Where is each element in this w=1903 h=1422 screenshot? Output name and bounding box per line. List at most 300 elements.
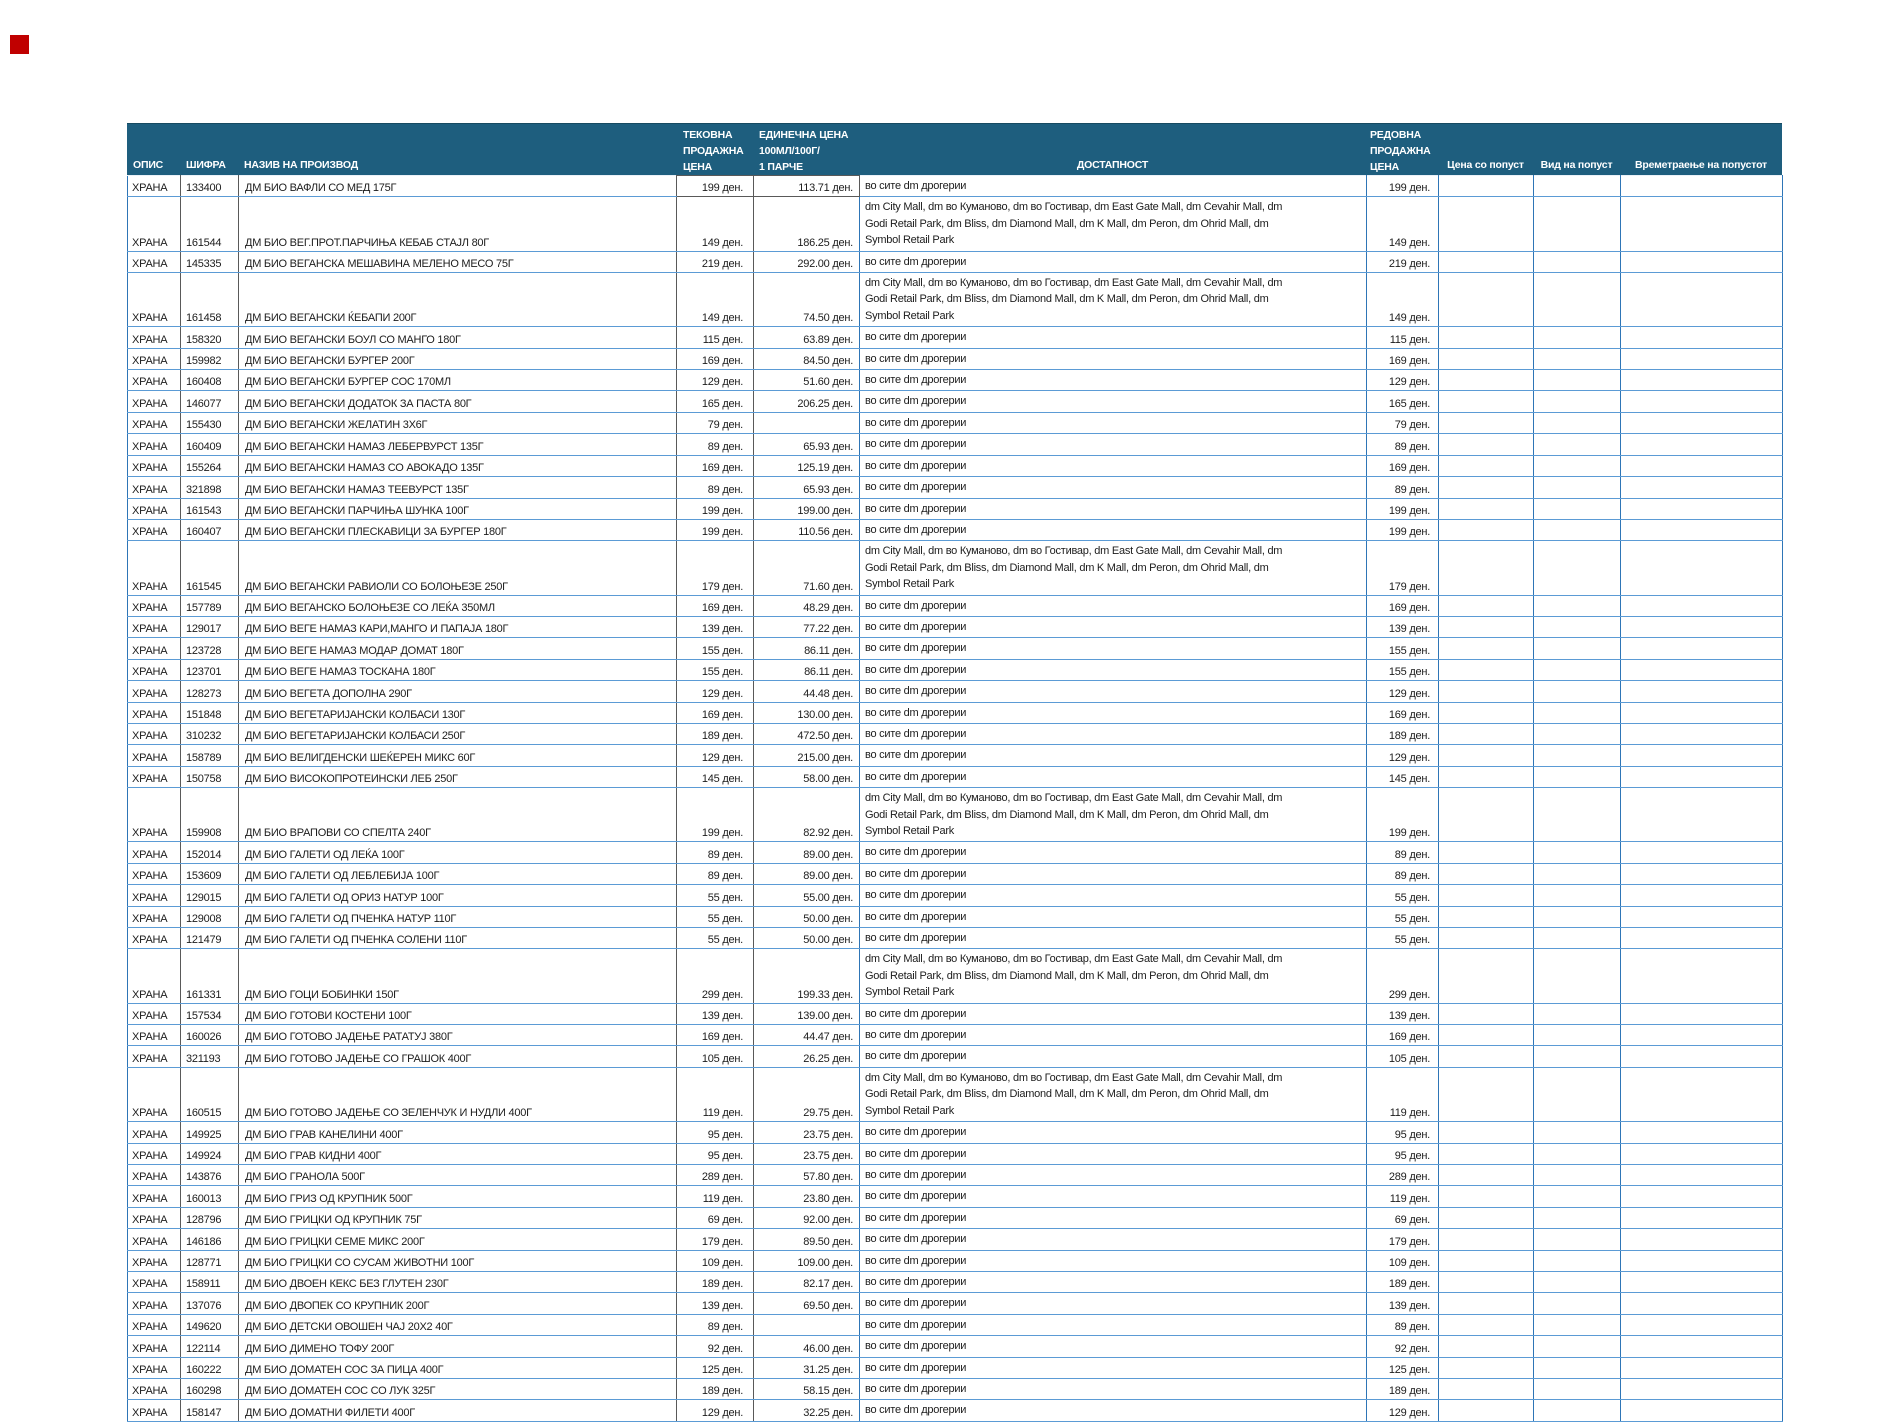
table-row (128, 1336, 1783, 1357)
cell-opis: ХРАНА (128, 659, 181, 680)
cell-current-price: 55 ден. (677, 885, 754, 906)
cell-discount-type (1534, 1003, 1621, 1024)
cell-discount-price (1439, 1271, 1534, 1292)
cell-discount-type (1534, 412, 1621, 433)
cell-unit-price: 58.00 ден. (754, 766, 860, 787)
cell-name: ДМ БИО ГАЛЕТИ ОД ПЧЕНКА СОЛЕНИ 110Г (239, 928, 677, 949)
cell-discount-duration (1621, 616, 1783, 637)
cell-code: 158147 (181, 1400, 239, 1421)
cell-unit-price: 82.92 ден. (754, 788, 860, 842)
cell-regular-price: 199 ден. (1367, 788, 1439, 842)
cell-discount-duration (1621, 659, 1783, 680)
cell-unit-price: 55.00 ден. (754, 885, 860, 906)
cell-regular-price: 169 ден. (1367, 702, 1439, 723)
cell-discount-duration (1621, 176, 1783, 197)
table-row (128, 434, 1783, 455)
cell-name: ДМ БИО ДОМАТЕН СОС ЗА ПИЦА 400Г (239, 1357, 677, 1378)
cell-name: ДМ БИО ВЕГЕТАРИЈАНСКИ КОЛБАСИ 250Г (239, 723, 677, 744)
cell-current-price: 125 ден. (677, 1357, 754, 1378)
cell-availability: во сите dm дрогерии (860, 1025, 1367, 1046)
cell-opis: ХРАНА (128, 949, 181, 1003)
cell-code: 145335 (181, 251, 239, 272)
cell-current-price: 169 ден. (677, 348, 754, 369)
cell-discount-type (1534, 1378, 1621, 1399)
cell-discount-duration (1621, 1336, 1783, 1357)
cell-regular-price: 169 ден. (1367, 348, 1439, 369)
table-row (128, 455, 1783, 476)
cell-discount-type (1534, 1122, 1621, 1143)
table-row (128, 1250, 1783, 1271)
cell-discount-price (1439, 723, 1534, 744)
cell-discount-price (1439, 788, 1534, 842)
cell-discount-price (1439, 1003, 1534, 1024)
cell-discount-price (1439, 1400, 1534, 1421)
table-row (128, 1400, 1783, 1421)
cell-current-price: 199 ден. (677, 176, 754, 197)
cell-discount-type (1534, 885, 1621, 906)
cell-discount-duration (1621, 412, 1783, 433)
cell-discount-duration (1621, 1122, 1783, 1143)
cell-opis: ХРАНА (128, 1336, 181, 1357)
cell-discount-price (1439, 176, 1534, 197)
cell-opis: ХРАНА (128, 327, 181, 348)
cell-discount-type (1534, 1400, 1621, 1421)
table-row (128, 885, 1783, 906)
cell-opis: ХРАНА (128, 370, 181, 391)
cell-unit-price: 26.25 ден. (754, 1046, 860, 1067)
cell-current-price: 129 ден. (677, 681, 754, 702)
cell-discount-duration (1621, 327, 1783, 348)
cell-discount-price (1439, 1378, 1534, 1399)
cell-code: 321898 (181, 477, 239, 498)
cell-code: 149924 (181, 1143, 239, 1164)
cell-opis: ХРАНА (128, 391, 181, 412)
cell-current-price: 169 ден. (677, 455, 754, 476)
cell-code: 123728 (181, 638, 239, 659)
cell-opis: ХРАНА (128, 519, 181, 540)
cell-name: ДМ БИО ВЕГАНСКИ БУРГЕР 200Г (239, 348, 677, 369)
cell-discount-duration (1621, 370, 1783, 391)
cell-name: ДМ БИО ВЕГАНСКИ ПАРЧИЊА ШУНКА 100Г (239, 498, 677, 519)
table-row (128, 863, 1783, 884)
cell-regular-price: 149 ден. (1367, 197, 1439, 251)
cell-name: ДМ БИО ГРАНОЛА 500Г (239, 1164, 677, 1185)
cell-current-price: 55 ден. (677, 906, 754, 927)
cell-discount-duration (1621, 1400, 1783, 1421)
cell-discount-price (1439, 616, 1534, 637)
cell-availability: во сите dm дрогерии (860, 327, 1367, 348)
table-row (128, 541, 1783, 595)
table-row (128, 1207, 1783, 1228)
cell-name: ДМ БИО ВЕГЕ НАМАЗ МОДАР ДОМАТ 180Г (239, 638, 677, 659)
cell-name: ДМ БИО ВЕГАНСКА МЕШАВИНА МЕЛЕНО МЕСО 75Г (239, 251, 677, 272)
cell-unit-price: 199.00 ден. (754, 498, 860, 519)
cell-regular-price: 179 ден. (1367, 1229, 1439, 1250)
cell-discount-price (1439, 327, 1534, 348)
cell-code: 159982 (181, 348, 239, 369)
cell-discount-type (1534, 766, 1621, 787)
cell-name: ДМ БИО ДОМАТНИ ФИЛЕТИ 400Г (239, 1400, 677, 1421)
cell-availability: во сите dm дрогерии (860, 1336, 1367, 1357)
cell-name: ДМ БИО ДИМЕНО ТОФУ 200Г (239, 1336, 677, 1357)
cell-name: ДМ БИО ГРАВ КАНЕЛИНИ 400Г (239, 1122, 677, 1143)
cell-discount-price (1439, 541, 1534, 595)
cell-current-price: 289 ден. (677, 1164, 754, 1185)
cell-regular-price: 165 ден. (1367, 391, 1439, 412)
cell-unit-price: 89.00 ден. (754, 842, 860, 863)
cell-unit-price: 69.50 ден. (754, 1293, 860, 1314)
cell-discount-duration (1621, 197, 1783, 251)
table-row (128, 1293, 1783, 1314)
cell-discount-type (1534, 1271, 1621, 1292)
cell-code: 161331 (181, 949, 239, 1003)
cell-discount-type (1534, 541, 1621, 595)
cell-regular-price: 55 ден. (1367, 928, 1439, 949)
table-header (127, 123, 1782, 175)
cell-unit-price: 110.56 ден. (754, 519, 860, 540)
cell-availability: во сите dm дрогерии (860, 906, 1367, 927)
cell-current-price: 79 ден. (677, 412, 754, 433)
cell-opis: ХРАНА (128, 1271, 181, 1292)
cell-opis: ХРАНА (128, 1164, 181, 1185)
cell-discount-duration (1621, 788, 1783, 842)
cell-code: 160408 (181, 370, 239, 391)
header-discount-duration: Времетраење на попустот (1635, 159, 1767, 171)
header-availability: ДОСТАПНОСТ (1076, 159, 1149, 171)
table-row (128, 595, 1783, 616)
cell-discount-duration (1621, 1067, 1783, 1121)
cell-opis: ХРАНА (128, 455, 181, 476)
price-list-table (127, 123, 1782, 1422)
cell-code: 149925 (181, 1122, 239, 1143)
price-list-grid (127, 175, 1783, 1422)
cell-discount-type (1534, 595, 1621, 616)
cell-discount-type (1534, 906, 1621, 927)
cell-name: ДМ БИО ВЕГАНСКИ ДОДАТОК ЗА ПАСТА 80Г (239, 391, 677, 412)
cell-unit-price: 44.47 ден. (754, 1025, 860, 1046)
cell-discount-type (1534, 681, 1621, 702)
cell-current-price: 119 ден. (677, 1186, 754, 1207)
cell-discount-type (1534, 1207, 1621, 1228)
cell-opis: ХРАНА (128, 197, 181, 251)
cell-discount-type (1534, 455, 1621, 476)
cell-discount-price (1439, 1186, 1534, 1207)
cell-regular-price: 299 ден. (1367, 949, 1439, 1003)
cell-regular-price: 89 ден. (1367, 434, 1439, 455)
cell-discount-type (1534, 1143, 1621, 1164)
cell-discount-price (1439, 251, 1534, 272)
cell-availability: dm City Mall, dm во Куманово, dm во Гостивар, dm East Gate Mall, dm Cevahir Mall, dm Godi Retail Park, dm Bliss, dm Diamond Mall, dm K Mall, dm Peron, dm Ohrid Mall, dm Symbol Retail Park (860, 541, 1367, 595)
cell-code: 155430 (181, 412, 239, 433)
table-row (128, 348, 1783, 369)
cell-discount-duration (1621, 949, 1783, 1003)
cell-current-price: 139 ден. (677, 1293, 754, 1314)
cell-discount-type (1534, 638, 1621, 659)
cell-availability: во сите dm дрогерии (860, 616, 1367, 637)
cell-discount-type (1534, 1293, 1621, 1314)
cell-code: 129008 (181, 906, 239, 927)
cell-current-price: 155 ден. (677, 638, 754, 659)
header-current-price: ТЕКОВНА ПРОДАЖНА ЦЕНА (683, 129, 744, 174)
cell-discount-duration (1621, 885, 1783, 906)
cell-name: ДМ БИО ГАЛЕТИ ОД ЛЕЌА 100Г (239, 842, 677, 863)
cell-availability: во сите dm дрогерии (860, 455, 1367, 476)
cell-opis: ХРАНА (128, 616, 181, 637)
cell-regular-price: 109 ден. (1367, 1250, 1439, 1271)
cell-discount-price (1439, 412, 1534, 433)
cell-name: ДМ БИО ДОМАТЕН СОС СО ЛУК 325Г (239, 1378, 677, 1399)
cell-opis: ХРАНА (128, 477, 181, 498)
cell-discount-type (1534, 1229, 1621, 1250)
cell-availability: во сите dm дрогерии (860, 745, 1367, 766)
cell-regular-price: 169 ден. (1367, 1025, 1439, 1046)
cell-discount-price (1439, 434, 1534, 455)
cell-discount-duration (1621, 519, 1783, 540)
cell-discount-duration (1621, 498, 1783, 519)
cell-unit-price: 65.93 ден. (754, 477, 860, 498)
cell-unit-price: 31.25 ден. (754, 1357, 860, 1378)
cell-regular-price: 155 ден. (1367, 638, 1439, 659)
cell-opis: ХРАНА (128, 1207, 181, 1228)
cell-unit-price: 23.75 ден. (754, 1143, 860, 1164)
table-row (128, 251, 1783, 272)
cell-discount-type (1534, 1336, 1621, 1357)
cell-availability: во сите dm дрогерии (860, 1378, 1367, 1399)
cell-discount-duration (1621, 1025, 1783, 1046)
table-row (128, 412, 1783, 433)
cell-code: 159908 (181, 788, 239, 842)
cell-regular-price: 155 ден. (1367, 659, 1439, 680)
cell-availability: во сите dm дрогерии (860, 1229, 1367, 1250)
cell-regular-price: 199 ден. (1367, 498, 1439, 519)
cell-discount-type (1534, 391, 1621, 412)
cell-discount-price (1439, 498, 1534, 519)
cell-unit-price: 82.17 ден. (754, 1271, 860, 1292)
cell-code: 157534 (181, 1003, 239, 1024)
cell-availability: во сите dm дрогерии (860, 1186, 1367, 1207)
cell-regular-price: 139 ден. (1367, 1293, 1439, 1314)
cell-regular-price: 169 ден. (1367, 595, 1439, 616)
cell-code: 137076 (181, 1293, 239, 1314)
cell-availability: во сите dm дрогерии (860, 370, 1367, 391)
cell-opis: ХРАНА (128, 1229, 181, 1250)
cell-name: ДМ БИО ДВОПЕК СО КРУПНИК 200Г (239, 1293, 677, 1314)
cell-discount-price (1439, 1067, 1534, 1121)
cell-current-price: 95 ден. (677, 1143, 754, 1164)
cell-discount-duration (1621, 1207, 1783, 1228)
cell-regular-price: 139 ден. (1367, 1003, 1439, 1024)
cell-discount-price (1439, 681, 1534, 702)
cell-discount-type (1534, 176, 1621, 197)
cell-availability: во сите dm дрогерии (860, 519, 1367, 540)
cell-discount-duration (1621, 1378, 1783, 1399)
table-row (128, 1122, 1783, 1143)
cell-availability: dm City Mall, dm во Куманово, dm во Гостивар, dm East Gate Mall, dm Cevahir Mall, dm Godi Retail Park, dm Bliss, dm Diamond Mall, dm K Mall, dm Peron, dm Ohrid Mall, dm Symbol Retail Park (860, 197, 1367, 251)
cell-availability: во сите dm дрогерии (860, 1293, 1367, 1314)
table-row (128, 1164, 1783, 1185)
cell-discount-duration (1621, 1314, 1783, 1335)
cell-availability: во сите dm дрогерии (860, 412, 1367, 433)
cell-current-price: 89 ден. (677, 1314, 754, 1335)
cell-discount-type (1534, 251, 1621, 272)
cell-discount-type (1534, 498, 1621, 519)
cell-discount-price (1439, 1122, 1534, 1143)
cell-name: ДМ БИО ВЕГЕТА ДОПОЛНА 290Г (239, 681, 677, 702)
cell-discount-price (1439, 348, 1534, 369)
table-row (128, 197, 1783, 251)
cell-code: 153609 (181, 863, 239, 884)
header-shifra: ШИФРА (186, 159, 226, 171)
cell-availability: во сите dm дрогерии (860, 1400, 1367, 1421)
cell-opis: ХРАНА (128, 348, 181, 369)
cell-availability: во сите dm дрогерии (860, 702, 1367, 723)
cell-name: ДМ БИО ВРАПОВИ СО СПЕЛТА 240Г (239, 788, 677, 842)
cell-discount-type (1534, 1164, 1621, 1185)
cell-code: 146077 (181, 391, 239, 412)
table-row (128, 477, 1783, 498)
cell-opis: ХРАНА (128, 906, 181, 927)
cell-current-price: 299 ден. (677, 949, 754, 1003)
cell-current-price: 129 ден. (677, 370, 754, 391)
cell-regular-price: 89 ден. (1367, 1314, 1439, 1335)
cell-name: ДМ БИО ГРИЦКИ СЕМЕ МИКС 200Г (239, 1229, 677, 1250)
cell-opis: ХРАНА (128, 1025, 181, 1046)
cell-current-price: 149 ден. (677, 273, 754, 327)
cell-name: ДМ БИО ВЕГАНСКИ БОУЛ СО МАНГО 180Г (239, 327, 677, 348)
cell-code: 143876 (181, 1164, 239, 1185)
cell-regular-price: 95 ден. (1367, 1122, 1439, 1143)
cell-code: 321193 (181, 1046, 239, 1067)
cell-current-price: 95 ден. (677, 1122, 754, 1143)
cell-availability: во сите dm дрогерии (860, 1122, 1367, 1143)
cell-opis: ХРАНА (128, 723, 181, 744)
cell-discount-price (1439, 1046, 1534, 1067)
cell-current-price: 119 ден. (677, 1067, 754, 1121)
cell-current-price: 189 ден. (677, 1378, 754, 1399)
cell-name: ДМ БИО ВЕГАНСКИ ЖЕЛАТИН 3Х6Г (239, 412, 677, 433)
cell-unit-price: 113.71 ден. (754, 176, 860, 197)
header-naziv: НАЗИВ НА ПРОИЗВОД (244, 159, 359, 171)
cell-unit-price: 44.48 ден. (754, 681, 860, 702)
cell-name: ДМ БИО ВЕГАНСКИ НАМАЗ СО АВОКАДО 135Г (239, 455, 677, 476)
cell-unit-price: 23.80 ден. (754, 1186, 860, 1207)
cell-unit-price: 292.00 ден. (754, 251, 860, 272)
cell-discount-price (1439, 1293, 1534, 1314)
cell-discount-price (1439, 842, 1534, 863)
cell-unit-price: 63.89 ден. (754, 327, 860, 348)
cell-availability: во сите dm дрогерии (860, 885, 1367, 906)
table-row (128, 370, 1783, 391)
cell-opis: ХРАНА (128, 1400, 181, 1421)
cell-discount-price (1439, 928, 1534, 949)
cell-regular-price: 89 ден. (1367, 863, 1439, 884)
cell-regular-price: 289 ден. (1367, 1164, 1439, 1185)
cell-discount-duration (1621, 745, 1783, 766)
cell-discount-price (1439, 1357, 1534, 1378)
cell-availability: во сите dm дрогерии (860, 176, 1367, 197)
cell-current-price: 105 ден. (677, 1046, 754, 1067)
cell-current-price: 89 ден. (677, 863, 754, 884)
cell-discount-type (1534, 327, 1621, 348)
cell-unit-price: 84.50 ден. (754, 348, 860, 369)
cell-discount-type (1534, 659, 1621, 680)
cell-discount-duration (1621, 1046, 1783, 1067)
cell-opis: ХРАНА (128, 885, 181, 906)
table-row (128, 176, 1783, 197)
cell-name: ДМ БИО ГРИЦКИ СО СУСАМ ЖИВОТНИ 100Г (239, 1250, 677, 1271)
cell-unit-price (754, 1314, 860, 1335)
cell-unit-price: 65.93 ден. (754, 434, 860, 455)
cell-name: ДМ БИО ВЕГАНСКО БОЛОЊЕЗЕ СО ЛЕЌА 350МЛ (239, 595, 677, 616)
cell-regular-price: 145 ден. (1367, 766, 1439, 787)
cell-name: ДМ БИО ГОЦИ БОБИНКИ 150Г (239, 949, 677, 1003)
cell-discount-price (1439, 1025, 1534, 1046)
table-row (128, 659, 1783, 680)
cell-discount-type (1534, 949, 1621, 1003)
cell-discount-type (1534, 1357, 1621, 1378)
cell-discount-type (1534, 1067, 1621, 1121)
cell-code: 128796 (181, 1207, 239, 1228)
cell-regular-price: 92 ден. (1367, 1336, 1439, 1357)
cell-opis: ХРАНА (128, 745, 181, 766)
cell-current-price: 92 ден. (677, 1336, 754, 1357)
cell-opis: ХРАНА (128, 498, 181, 519)
cell-discount-duration (1621, 595, 1783, 616)
table-row (128, 842, 1783, 863)
header-opis: ОПИС (133, 159, 164, 171)
cell-availability: во сите dm дрогерии (860, 1164, 1367, 1185)
table-row (128, 1067, 1783, 1121)
cell-regular-price: 55 ден. (1367, 885, 1439, 906)
cell-opis: ХРАНА (128, 251, 181, 272)
cell-discount-duration (1621, 434, 1783, 455)
table-row (128, 638, 1783, 659)
header-discount-price: Цена со попуст (1447, 159, 1524, 171)
cell-name: ДМ БИО ГРАВ КИДНИ 400Г (239, 1143, 677, 1164)
cell-unit-price: 46.00 ден. (754, 1336, 860, 1357)
table-row (128, 766, 1783, 787)
cell-current-price: 179 ден. (677, 1229, 754, 1250)
cell-discount-duration (1621, 1271, 1783, 1292)
cell-opis: ХРАНА (128, 412, 181, 433)
cell-opis: ХРАНА (128, 766, 181, 787)
cell-availability: во сите dm дрогерии (860, 1314, 1367, 1335)
cell-opis: ХРАНА (128, 1357, 181, 1378)
cell-unit-price: 89.00 ден. (754, 863, 860, 884)
cell-regular-price: 179 ден. (1367, 541, 1439, 595)
cell-discount-type (1534, 370, 1621, 391)
cell-availability: во сите dm дрогерии (860, 1143, 1367, 1164)
cell-unit-price: 130.00 ден. (754, 702, 860, 723)
cell-discount-type (1534, 1025, 1621, 1046)
cell-availability: во сите dm дрогерии (860, 1357, 1367, 1378)
table-row (128, 1025, 1783, 1046)
table-row (128, 1186, 1783, 1207)
cell-name: ДМ БИО ВЕГЕТАРИЈАНСКИ КОЛБАСИ 130Г (239, 702, 677, 723)
cell-discount-duration (1621, 638, 1783, 659)
cell-discount-price (1439, 949, 1534, 1003)
cell-name: ДМ БИО ГОТОВО ЈАДЕЊЕ СО ЗЕЛЕНЧУК И НУДЛИ 400Г (239, 1067, 677, 1121)
table-row (128, 681, 1783, 702)
cell-discount-type (1534, 1314, 1621, 1335)
cell-code: 160026 (181, 1025, 239, 1046)
cell-current-price: 169 ден. (677, 1025, 754, 1046)
cell-opis: ХРАНА (128, 928, 181, 949)
cell-availability: во сите dm дрогерии (860, 251, 1367, 272)
cell-discount-duration (1621, 477, 1783, 498)
cell-current-price: 199 ден. (677, 519, 754, 540)
cell-code: 123701 (181, 659, 239, 680)
